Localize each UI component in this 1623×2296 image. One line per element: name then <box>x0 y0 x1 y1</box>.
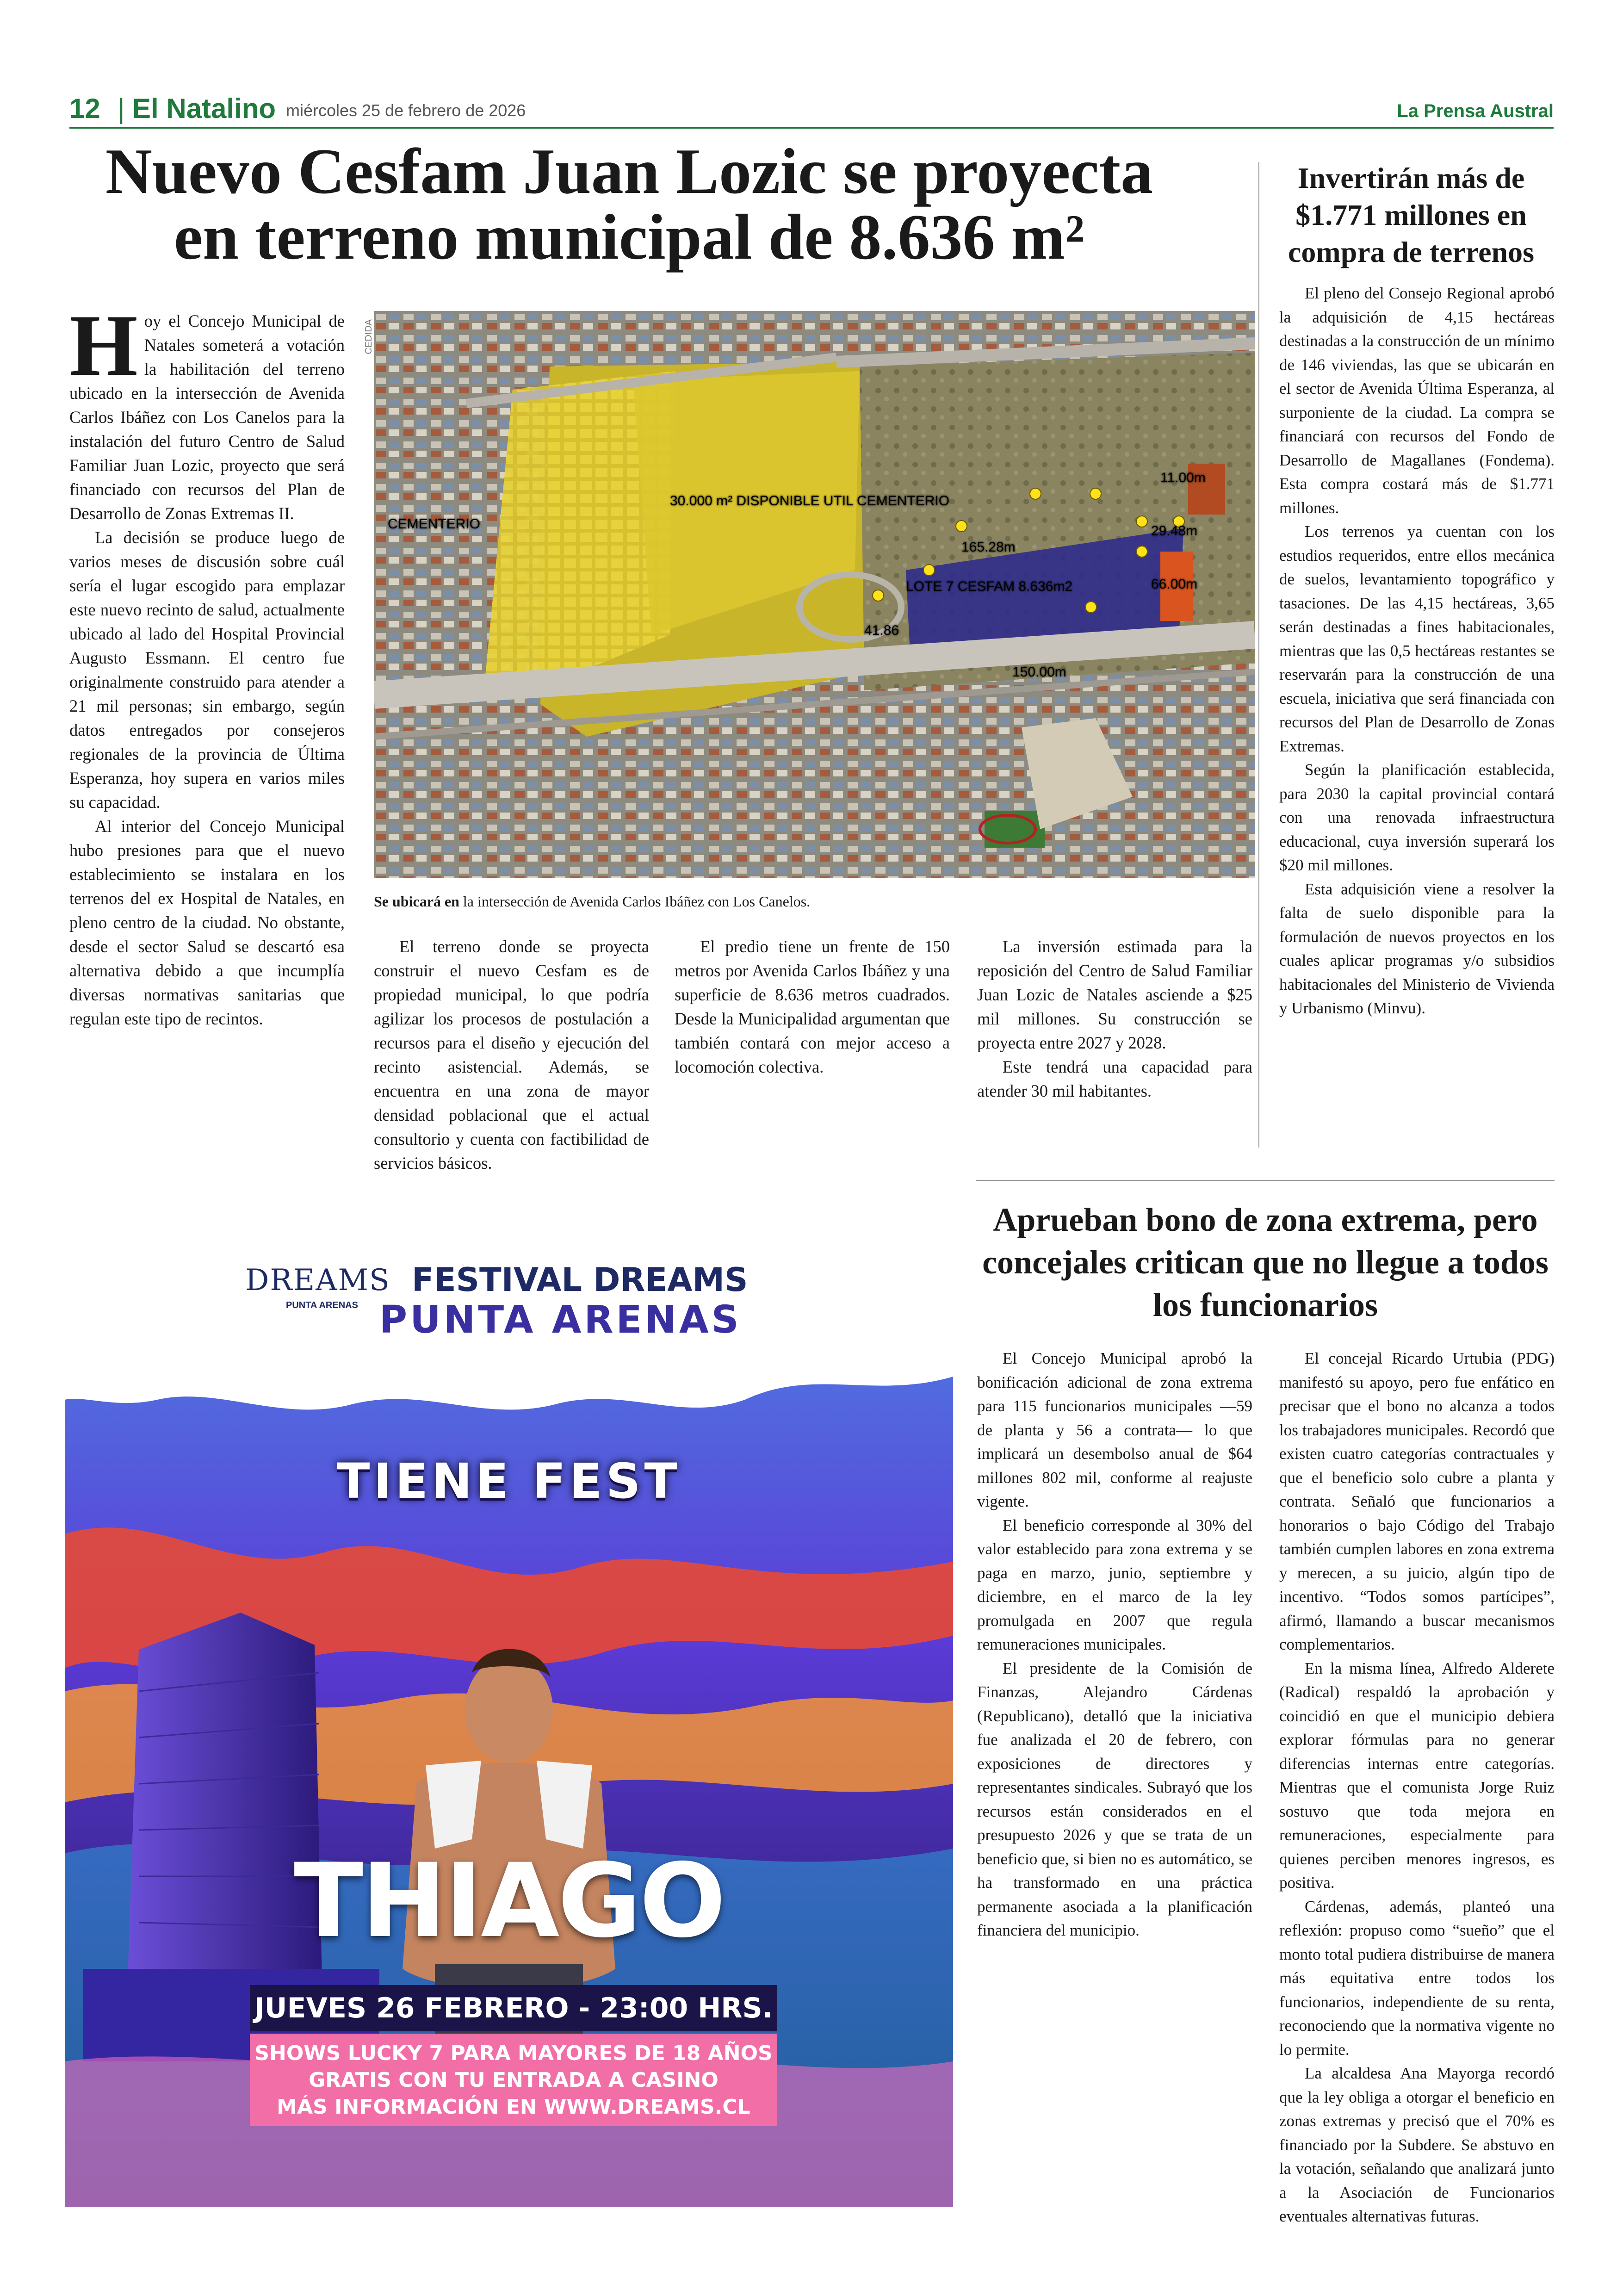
header-separator: | <box>118 93 125 124</box>
info-line: GRATIS CON TU ENTRADA A CASINO <box>309 2068 719 2092</box>
article-paragraph: Cárdenas, además, planteó una reflexión: propuso como “sueño” que el monto total pudiera distribuirse de manera más equitativa entre todos los funcionarios, independiente de su renta, reconociendo que la normativa vigente no lo permite. <box>1279 1897 1555 2059</box>
publication-date: miércoles 25 de febrero de 2026 <box>286 101 526 120</box>
article-paragraph: El predio tiene un frente de 150 metros por Avenida Carlos Ibáñez y una superficie de 8.636 metros cuadrados. Desde la Municipalidad argumentan que también contará con mejor acceso a locomoción colectiva. <box>675 937 950 1076</box>
map-label-dim6: 11.00m <box>1160 470 1206 485</box>
map-label-cementerio-2: CEMENTERIO <box>388 516 481 532</box>
event-date-text: JUEVES 26 FEBRERO - 23:00 HRS. <box>254 1992 773 2024</box>
article-paragraph: Este tendrá una capacidad para atender 30 mil habitantes. <box>977 1057 1252 1100</box>
festival-title: FESTIVAL DREAMS <box>412 1261 748 1299</box>
article-paragraph: El beneficio corresponde al 30% del valor establecido para zona extrema y se paga en marzo, junio, septiembre y diciembre, en el marco de la ley promulgada en 2007 que regula remuneraciones municipales. <box>977 1516 1252 1653</box>
side-paragraph: Los terrenos ya cuentan con los estudios requeridos, entre ellos mecánica de suelos, levantamiento topográfico y tasaciones. De las 4,15 hectáreas, 3,65 serán destinadas a fines habitacionales, mientras que las 0,5 hectáreas restantes se reservarán para la construcción de una escuela, iniciativa que será financiada con recursos del Plan de Desarrollo de Zonas Extremas. <box>1279 522 1555 755</box>
article-paragraph: En la misma línea, Alfredo Alderete (Radical) respaldó la aprobación y coincidió en que el municipio debiera explorar fórmulas para no generar diferencias internas entre categorías. Mientras que el comunista Jorge Ruiz sostuvo que toda mejora en remuneraciones, especialmente para quienes perciben menores ingresos, es positiva. <box>1279 1659 1555 1892</box>
newspaper-brand: La Prensa Austral <box>1397 101 1554 121</box>
photo-credit: CEDIDA <box>364 319 374 354</box>
caption-text: la intersección de Avenida Carlos Ibáñez con Los Canelos. <box>459 893 811 910</box>
map-label-dim5: 150.00m <box>1012 664 1066 680</box>
event-date-banner <box>250 1985 777 2031</box>
main-article-col3 <box>675 935 950 1166</box>
map-label-dim2: 29.48m <box>1151 523 1198 539</box>
side-article-body <box>1279 281 1555 1160</box>
dreams-logo-subtitle: PUNTA ARENAS <box>286 1300 358 1310</box>
column-divider <box>1258 162 1259 1148</box>
ad-tagline: TIENE FEST <box>337 1453 681 1509</box>
aerial-map-photo <box>374 311 1255 878</box>
main-headline <box>69 136 1189 273</box>
side-paragraph: El pleno del Consejo Regional aprobó la adquisición de 4,15 hectáreas destinadas a la construcción de un mínimo de 146 viviendas, las que se ubicarán en el sector de Avenida Última Esperanza, al surponiente de la ciudad. La compra se financiará con recursos del Fondo de Desarrollo de Magallanes (Fondema). Esta compra costará más de $1.771 millones. <box>1279 284 1555 517</box>
info-line: MÁS INFORMACIÓN EN WWW.DREAMS.CL <box>277 2095 750 2119</box>
article-paragraph: El Concejo Municipal aprobó la bonificación adicional de zona extrema para 115 funcionarios municipales —59 de planta y 56 a contrata— lo que implicará un desembolso anual de $64 millones 802 mil, conforme al reajuste vigente. <box>977 1349 1252 1510</box>
map-label-dim1: 165.28m <box>961 540 1016 555</box>
photo-caption <box>374 893 1255 910</box>
map-label-dim3: 66.00m <box>1151 577 1198 592</box>
article-paragraph: La alcaldesa Ana Mayorga recordó que la ley obliga a otorgar el beneficio en zonas extremas y precisó que el 70% es financiado por la Subdere. Se abstuvo en la votación, señalando que analizará junto a la Asociación de Funcionarios eventuales alternativas futuras. <box>1279 2064 1555 2225</box>
second-article-headline: Aprueban bono de zona extrema, pero concejales critican que no llegue a todos los funcionarios <box>982 1201 1549 1323</box>
side-paragraph: Según la planificación establecida, para 2030 la capital provincial contará con una renovada infraestructura educacional, cuya inversión superará los $20 mil millones. <box>1279 761 1555 874</box>
article-paragraph: Hoy el Concejo Municipal de Natales someterá a votación la habilitación del terreno ubicado en la intersección de Avenida Carlos Ibáñez con Los Canelos para la instalación del futuro Centro de Salud Familiar Juan Lozic, proyecto que será financiado con recursos del Plan de Desarrollo de Zonas Extremas II. <box>69 297 345 523</box>
artist-name: THIAGO <box>294 1842 724 1960</box>
festival-location: PUNTA ARENAS <box>379 1298 742 1342</box>
dreams-logo: DREAMS <box>245 1263 390 1297</box>
map-label-dim4: 41.86 <box>864 623 899 638</box>
article-paragraph: El terreno donde se proyecta construir el nuevo Cesfam es de propiedad municipal, lo que podría agilizar los procesos de postulación a recursos para el diseño y ejecución del recinto asistencial. Además, se encuentra en una zona de mayor densidad poblacional que el actual consultorio y cuenta con factibilidad de servicios básicos. <box>374 937 649 1173</box>
main-headline-line2: en terreno municipal de 8.636 m² <box>173 201 1085 273</box>
aerial-map-image <box>374 311 1255 878</box>
article-paragraph: La decisión se produce luego de varios meses de discusión sobre cuál sería el lugar escogido para emplazar este nuevo recinto de salud, actualmente ubicado al lado del Hospital Provincial Augusto Essmann. El centro fue originalmente construido para atender a 21 mil personas; sin embargo, según datos entregados por consejeros regionales de la provincia de Última Esperanza, hoy supera en varios miles su capacidad. <box>69 528 345 812</box>
map-label-cementerio: 30.000 m² DISPONIBLE UTIL CEMENTERIO <box>670 493 950 509</box>
side-paragraph: Esta adquisición viene a resolver la falta de suelo disponible para la formulación de nuevos proyectos en los cuales aplicar programas y/o subsidios habitacionales del Ministerio de Vivienda y Urbanismo (Minvu). <box>1279 880 1555 1017</box>
caption-bold: Se ubicará en <box>374 893 459 910</box>
main-article-col4 <box>977 935 1252 1166</box>
dreams-advertisement[interactable] <box>65 1182 953 2207</box>
info-line: SHOWS LUCKY 7 PARA MAYORES DE 18 AÑOS <box>254 2042 773 2065</box>
article-paragraph: Al interior del Concejo Municipal hubo presiones para que el nuevo establecimiento se instalara en los terrenos del ex Hospital de Natales, en pleno centro de la ciudad. No obstante, desde el sector Salud se descartó esa alternativa debido a que incumplía diversas normativas sanitarias que regulan este tipo de recintos. <box>69 817 345 1028</box>
drop-cap: H <box>69 297 138 394</box>
main-article-col1 <box>69 297 345 1156</box>
header-rule <box>69 127 1554 129</box>
second-article-col1 <box>977 1347 1252 2203</box>
section-title: El Natalino <box>132 93 276 124</box>
article-paragraph: El presidente de la Comisión de Finanzas, Alejandro Cárdenas (Republicano), detalló que la iniciativa fue analizada el 20 de febrero, con exposiciones de directores y representantes sindicales. Subrayó que los recursos están considerados en el presupuesto 2026 y que se trata de un beneficio que, si bien no es automático, se ha transformado en una práctica permanente asociada a la planificación financiera del municipio. <box>977 1659 1252 1939</box>
page-header <box>69 93 1554 125</box>
section-rule <box>976 1180 1555 1181</box>
main-headline-line1: Nuevo Cesfam Juan Lozic se proyecta <box>105 136 1153 207</box>
second-article-col2 <box>1279 1347 1555 2225</box>
side-article-headline: Invertirán más de $1.771 millones en compra de terrenos <box>1288 161 1534 268</box>
article-paragraph: El concejal Ricardo Urtubia (PDG) manifestó su apoyo, pero fue enfático en precisar que el bono no alcanza a todos los trabajadores municipales. Recordó que existen cuatro categorías contractuales y que el beneficio solo cubre a planta y contrata. Señaló que funcionarios a honorarios o bajo Código del Trabajo también cumplen labores en zona extrema y merecen, a su juicio, algún tipo de incentivo. “Todos somos partícipes”, afirmó, llamando a buscar mecanismos complementarios. <box>1279 1349 1555 1653</box>
page-number: 12 <box>69 93 100 124</box>
map-label-lot: LOTE 7 CESFAM 8.636m2 <box>906 579 1073 594</box>
article-paragraph: La inversión estimada para la reposición del Centro de Salud Familiar Juan Lozic de Natales asciende a $25 mil millones. Su construcción se proyecta entre 2027 y 2028. <box>977 937 1252 1052</box>
main-article-col2 <box>374 935 649 1173</box>
event-info-box <box>250 2034 777 2126</box>
